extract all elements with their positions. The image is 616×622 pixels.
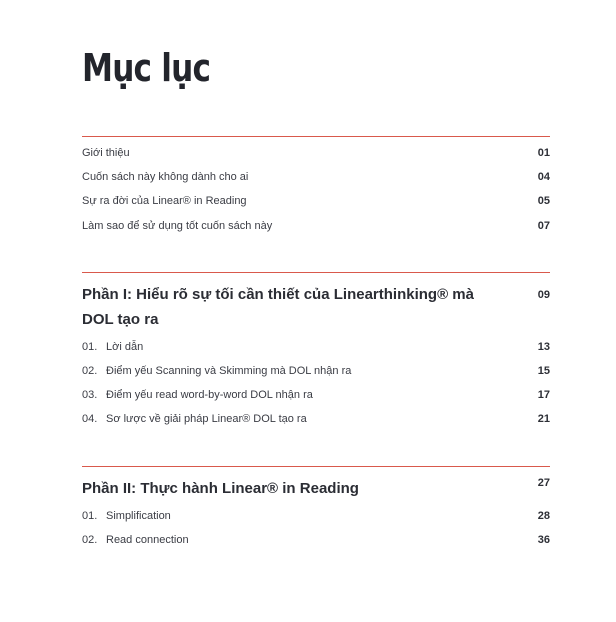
part1-page: 09 — [537, 289, 550, 301]
toc-entry[interactable] — [82, 413, 550, 425]
toc-entry-number: 04. — [82, 413, 98, 425]
part1-heading[interactable]: Phần I: Hiểu rõ sự tối cần thiết của Linearthinking® mà DOL tạo ra — [82, 286, 474, 328]
toc-entry[interactable] — [82, 220, 550, 232]
toc-entry-page: 28 — [537, 510, 550, 522]
part2-heading[interactable]: Phần II: Thực hành Linear® in Reading — [82, 480, 359, 497]
toc-entry-page: 07 — [537, 220, 550, 232]
toc-entry-label: Simplification — [106, 510, 171, 522]
toc-entry-label: Sơ lược về giải pháp Linear® DOL tạo ra — [106, 413, 307, 425]
toc-entry-label: Điểm yếu Scanning và Skimming mà DOL nhận ra — [106, 365, 352, 377]
toc-entry[interactable] — [82, 510, 550, 522]
toc-entry-page: 15 — [537, 365, 550, 377]
section-divider — [82, 466, 550, 467]
toc-entry-label: Điểm yếu read word-by-word DOL nhận ra — [106, 389, 313, 401]
toc-entry-page: 21 — [537, 413, 550, 425]
toc-entry[interactable] — [82, 534, 550, 546]
toc-entry-label: Cuốn sách này không dành cho ai — [82, 171, 249, 183]
part1-section — [82, 272, 550, 425]
page-title: Mục lục — [82, 46, 211, 90]
toc-entry-label: Read connection — [106, 534, 189, 546]
toc-entry-label: Lời dẫn — [106, 341, 144, 353]
toc-entry[interactable] — [82, 195, 550, 207]
toc-entry-number: 01. — [82, 510, 98, 522]
section-divider — [82, 272, 550, 273]
toc-entry-page: 13 — [537, 341, 550, 353]
toc-entry-number: 02. — [82, 534, 98, 546]
toc-entry[interactable] — [82, 365, 550, 377]
intro-section — [82, 136, 550, 232]
section-divider — [82, 136, 550, 137]
toc-entry-label: Sự ra đời của Linear® in Reading — [82, 195, 247, 207]
toc-entry-page: 01 — [537, 147, 550, 159]
toc-entry-page: 05 — [537, 195, 550, 207]
toc-entry-page: 17 — [537, 389, 550, 401]
toc-entry-number: 02. — [82, 365, 98, 377]
part2-page: 27 — [537, 477, 550, 489]
toc-entry[interactable] — [82, 389, 550, 401]
toc-entry-page: 36 — [537, 534, 550, 546]
toc-entry-number: 03. — [82, 389, 98, 401]
toc-entry[interactable] — [82, 147, 550, 159]
part2-section — [82, 466, 550, 546]
toc-entry-label: Làm sao để sử dụng tốt cuốn sách này — [82, 220, 273, 232]
toc-entry-label: Giới thiệu — [82, 147, 130, 159]
toc-entry-number: 01. — [82, 341, 98, 353]
toc-entry-page: 04 — [537, 171, 550, 183]
toc-entry[interactable] — [82, 171, 550, 183]
toc-entry[interactable] — [82, 341, 550, 353]
